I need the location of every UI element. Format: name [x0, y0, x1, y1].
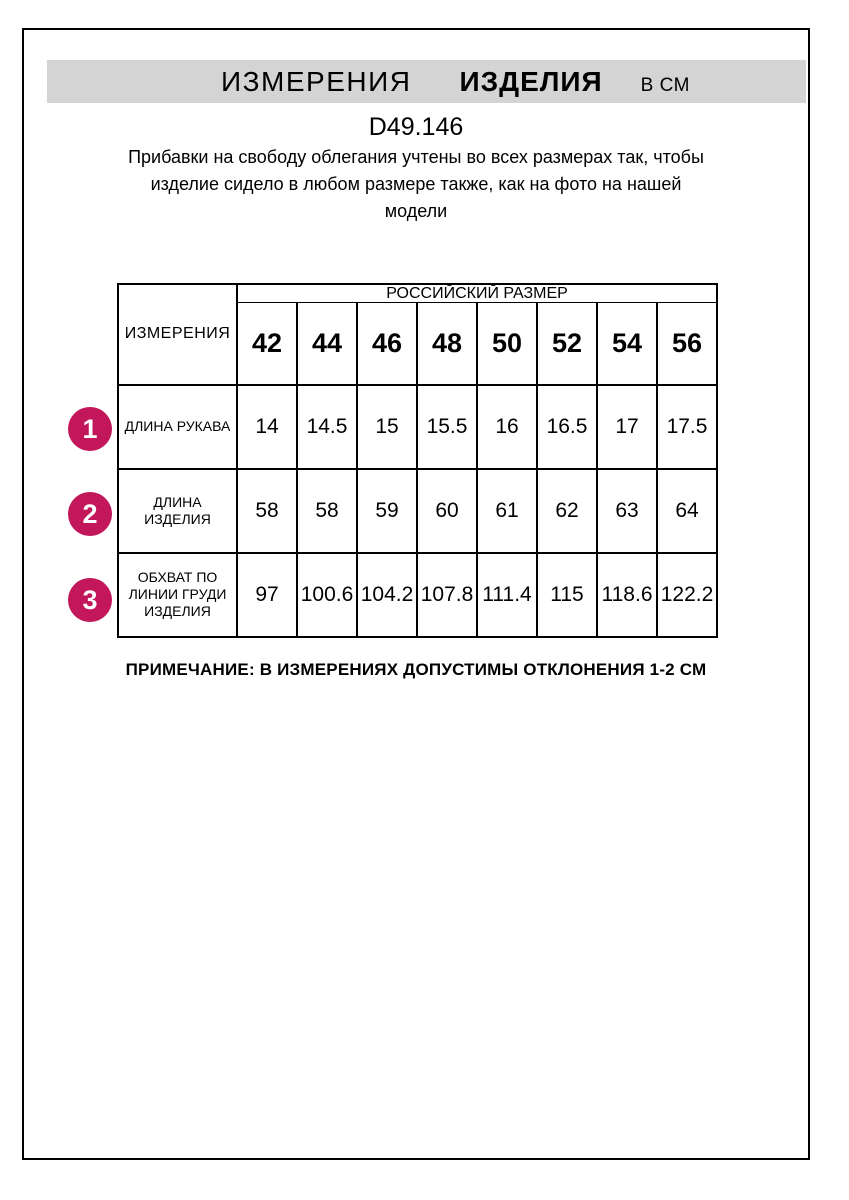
- description-line: модели: [384, 201, 448, 221]
- label-line: ИЗДЕЛИЯ: [144, 603, 211, 619]
- measurement-label: [118, 469, 237, 553]
- size-table: [117, 283, 718, 638]
- banner-unit-label: В СМ: [640, 75, 690, 96]
- row-number-badge-2: [68, 492, 112, 536]
- measurement-label: [118, 553, 237, 637]
- size-table-wrap: [82, 283, 718, 638]
- measurement-value: 14: [237, 385, 297, 469]
- measurement-value: 64: [657, 469, 717, 553]
- measurement-value: 17.5: [657, 385, 717, 469]
- measurement-value: 107.8: [417, 553, 477, 637]
- measurements-column-header: ИЗМЕРЕНИЯ: [118, 284, 237, 385]
- page-border: [22, 28, 810, 1160]
- description-line: изделие сидело в любом размере также, как на фото на нашей: [150, 174, 682, 194]
- row-number-badge-3: [68, 578, 112, 622]
- banner-title-measurements: ИЗМЕРЕНИЯ: [221, 66, 412, 97]
- size-column-header: 56: [657, 303, 717, 385]
- badge-number: 3: [82, 584, 98, 615]
- measurement-value: 16: [477, 385, 537, 469]
- measurement-value: 17: [597, 385, 657, 469]
- measurement-value: 118.6: [597, 553, 657, 637]
- table-row-sleeve-length: [118, 385, 717, 469]
- label-line: ЛИНИИ ГРУДИ: [128, 586, 227, 602]
- description-line: Прибавки на свободу облегания учтены во всех размерах так, чтобы: [128, 147, 704, 167]
- size-column-header: 52: [537, 303, 597, 385]
- label-line: ДЛИНА: [153, 493, 202, 510]
- badge-number: 2: [82, 498, 98, 529]
- size-column-header: 46: [357, 303, 417, 385]
- measurement-value: 61: [477, 469, 537, 553]
- measurement-value: 14.5: [297, 385, 357, 469]
- size-column-header: 54: [597, 303, 657, 385]
- badge-number: 1: [82, 413, 98, 444]
- size-column-header: 48: [417, 303, 477, 385]
- measurement-value: 115: [537, 553, 597, 637]
- title-banner: [47, 60, 806, 103]
- measurement-value: 111.4: [477, 553, 537, 637]
- size-group-header: РОССИЙСКИЙ РАЗМЕР: [237, 284, 717, 303]
- size-column-header: 42: [237, 303, 297, 385]
- measurement-value: 60: [417, 469, 477, 553]
- measurement-value: 15: [357, 385, 417, 469]
- measurement-value: 15.5: [417, 385, 477, 469]
- tolerance-note: ПРИМЕЧАНИЕ: В ИЗМЕРЕНИЯХ ДОПУСТИМЫ ОТКЛОНЕНИЯ 1-2 СМ: [125, 660, 707, 679]
- table-header-row-group: [118, 284, 717, 303]
- measurement-value: 62: [537, 469, 597, 553]
- label-line: ДЛИНА РУКАВА: [124, 418, 231, 434]
- label-line: ОБХВАТ ПО: [137, 569, 218, 585]
- measurement-value: 97: [237, 553, 297, 637]
- measurement-value: 122.2: [657, 553, 717, 637]
- row-number-badge-1: [68, 407, 112, 451]
- measurement-value: 63: [597, 469, 657, 553]
- product-code: D49.146: [368, 113, 464, 141]
- table-row-chest-girth: [118, 553, 717, 637]
- measurement-value: 104.2: [357, 553, 417, 637]
- measurement-value: 58: [297, 469, 357, 553]
- measurement-value: 16.5: [537, 385, 597, 469]
- label-line: ИЗДЕЛИЯ: [144, 510, 211, 527]
- banner-title-product: ИЗДЕЛИЯ: [459, 66, 603, 97]
- measurement-value: 100.6: [297, 553, 357, 637]
- measurement-value: 58: [237, 469, 297, 553]
- table-row-product-length: [118, 469, 717, 553]
- size-column-header: 44: [297, 303, 357, 385]
- product-description: [24, 144, 808, 225]
- size-column-header: 50: [477, 303, 537, 385]
- measurement-value: 59: [357, 469, 417, 553]
- measurement-label: [118, 385, 237, 469]
